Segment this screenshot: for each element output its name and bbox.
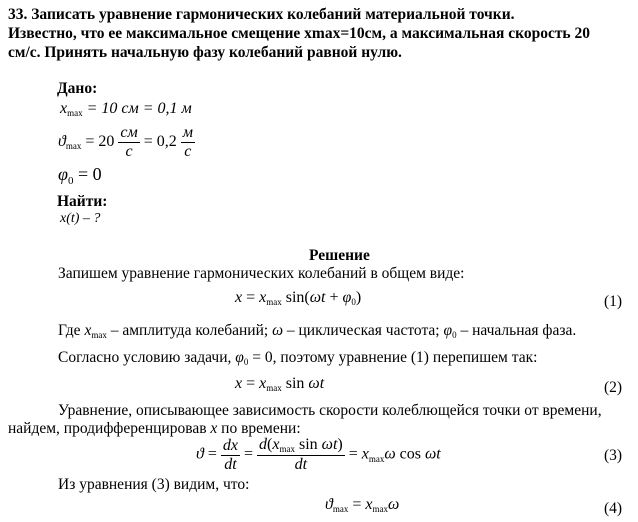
given-vmax: ϑmax = 20 $\frac{см}{с}$ = 0,2 $\frac{м}{с}$ — [58, 124, 193, 160]
find-value: x(t) – ? — [60, 211, 101, 226]
equation-1: x = xmax sin(ωt + φ0) — [235, 289, 362, 307]
solution-p5: Из уравнения (3) видим, что: — [58, 476, 250, 493]
equation-2-number: (2) — [604, 379, 623, 396]
given-phi0: $\varphi_0 = 0$ — [58, 164, 102, 187]
solution-p2: Где xmax – амплитуда колебаний; ω – циклическая частота; φ0 – начальная фаза. — [58, 322, 577, 340]
problem-line-1: 33. Записать уравнение гармонических колебаний материальной точки. — [8, 6, 515, 23]
problem-line-2: Известно, что ее максимальное смещение xmax=10см, а максимальная скорость 20 — [8, 25, 591, 42]
equation-1-number: (1) — [604, 293, 623, 310]
solution-p3: Согласно условию задачи, φ0 = 0, поэтому уравнение (1) перепишем так: — [58, 349, 538, 367]
equation-3-number: (3) — [604, 447, 623, 464]
given-xmax: xmax = 10 см = 0,1 м — [60, 100, 192, 118]
solution-p4-line2: найдем, продифференцировав x по времени: — [8, 420, 301, 437]
equation-4-number: (4) — [604, 500, 623, 517]
solution-p4-line1: Уравнение, описывающее зависимость скорости колеблющейся точки от времени, — [58, 402, 602, 419]
equation-4: ϑmax = xmaxω — [325, 496, 400, 514]
equation-3: ϑ = $\frac{dx}{dt}$ = $\frac{\text{d(xmax sin ωt)}}{dt}$ = xmaxω cos ωt — [196, 436, 441, 473]
given-label: Дано: — [57, 80, 98, 97]
solution-heading: Решение — [309, 247, 370, 264]
find-label: Найти: — [57, 193, 108, 210]
problem-line-3: см/с. Принять начальную фазу колебаний равной нулю. — [8, 44, 402, 61]
equation-2: x = xmax sin ωt — [235, 375, 325, 393]
solution-p1: Запишем уравнение гармонических колебаний в общем виде: — [58, 265, 465, 282]
